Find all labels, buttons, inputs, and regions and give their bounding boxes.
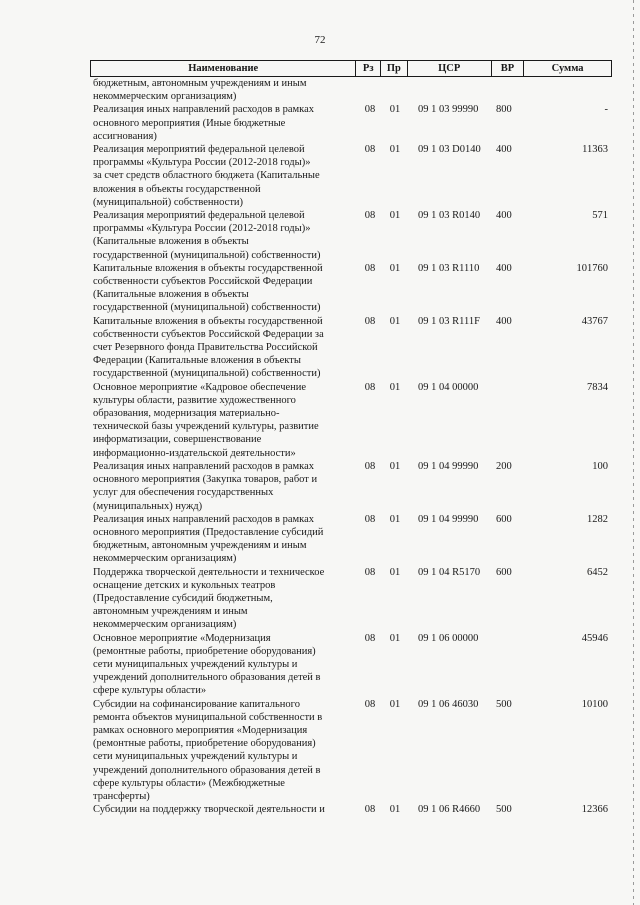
row-rz: 08 bbox=[364, 144, 376, 156]
row-name-line: государственной (муниципальной) собственности) bbox=[93, 368, 321, 380]
row-name-line: некоммерческим организациям) bbox=[93, 91, 237, 103]
table-row bbox=[90, 566, 612, 632]
row-pr: 01 bbox=[389, 513, 401, 525]
row-sum: 100 bbox=[592, 460, 608, 472]
row-sum: 101760 bbox=[576, 262, 608, 274]
table-header bbox=[90, 60, 612, 77]
row-name-line: автономным учреждениям и иным bbox=[93, 606, 248, 618]
row-pr: 01 bbox=[389, 698, 401, 710]
row-name-line: за счет средств областного бюджета (Капитальные bbox=[93, 170, 320, 182]
table-row bbox=[90, 460, 612, 513]
header-pr: Пр bbox=[381, 61, 408, 76]
row-rz: 08 bbox=[364, 210, 376, 222]
budget-table bbox=[90, 60, 612, 816]
row-rz: 08 bbox=[364, 104, 376, 116]
row-name-line: учреждений дополнительного образования детей в bbox=[93, 764, 321, 776]
row-vr: 500 bbox=[496, 698, 512, 710]
row-vr: 200 bbox=[496, 460, 512, 472]
row-name-line: бюджетным, автономным учреждениям и иным bbox=[93, 540, 307, 552]
row-name-line: программы «Культура России (2012-2018 годы)» bbox=[93, 157, 311, 169]
row-vr bbox=[492, 381, 524, 460]
table-row bbox=[90, 632, 612, 698]
row-sum: 6452 bbox=[587, 566, 608, 578]
table-row bbox=[90, 262, 612, 315]
row-sum: 43767 bbox=[581, 315, 608, 327]
row-csr: 09 1 04 99990 bbox=[418, 460, 479, 472]
row-vr: 400 bbox=[496, 210, 512, 222]
row-pr: 01 bbox=[389, 381, 401, 393]
row-name-line: учреждений дополнительного образования детей в bbox=[93, 672, 321, 684]
page-edge-divider bbox=[633, 0, 634, 905]
row-name-line: Реализация иных направлений расходов в рамках bbox=[93, 104, 315, 116]
row-pr bbox=[382, 77, 408, 103]
row-name-line: некоммерческим организациям) bbox=[93, 619, 237, 631]
row-rz: 08 bbox=[364, 262, 376, 274]
row-pr: 01 bbox=[389, 804, 401, 816]
row-csr: 09 1 06 R4660 bbox=[418, 804, 481, 816]
row-name bbox=[90, 566, 358, 632]
table-row bbox=[90, 698, 612, 804]
row-name bbox=[90, 513, 358, 566]
row-name bbox=[90, 803, 358, 816]
row-name-line: культуры области, развитие художественного bbox=[93, 394, 296, 406]
row-name bbox=[90, 103, 358, 143]
row-name bbox=[90, 460, 358, 513]
row-name-line: (муниципальных) нужд) bbox=[93, 500, 203, 512]
row-vr: 400 bbox=[496, 315, 512, 327]
header-csr: ЦСР bbox=[408, 61, 492, 76]
header-vr: ВР bbox=[492, 61, 525, 76]
row-name-line: Субсидии на поддержку творческой деятельности и bbox=[93, 804, 325, 816]
row-name-line: сети муниципальных учреждений культуры и bbox=[93, 658, 298, 670]
row-name-line: ремонта объектов муниципальной собственности в bbox=[93, 711, 323, 723]
row-csr: 09 1 03 D0140 bbox=[418, 144, 481, 156]
row-name-line: (Капитальные вложения в объекты bbox=[93, 236, 249, 248]
row-name bbox=[90, 143, 358, 209]
row-name-line: сфере культуры области» (Межбюджетные bbox=[93, 777, 285, 789]
row-csr bbox=[408, 77, 492, 103]
table-row bbox=[90, 381, 612, 460]
row-sum: 7834 bbox=[587, 381, 608, 393]
row-name-line: программы «Культура России (2012-2018 годы)» bbox=[93, 223, 311, 235]
row-rz: 08 bbox=[364, 566, 376, 578]
row-name-line: технической базы учреждений культуры, развитие bbox=[93, 421, 319, 433]
row-name-line: Основное мероприятие «Кадровое обеспечение bbox=[93, 381, 307, 393]
row-sum: 571 bbox=[592, 210, 608, 222]
row-name-line: образования, модернизация материально- bbox=[93, 408, 280, 420]
row-rz: 08 bbox=[364, 804, 376, 816]
row-csr: 09 1 03 R1110 bbox=[418, 262, 480, 274]
row-csr: 09 1 03 R0140 bbox=[418, 210, 481, 222]
row-name-line: основного мероприятия (Закупка товаров, работ и bbox=[93, 474, 318, 486]
row-name bbox=[90, 315, 358, 381]
row-pr: 01 bbox=[389, 460, 401, 472]
row-pr: 01 bbox=[389, 262, 401, 274]
row-name-line: бюджетным, автономным учреждениям и иным bbox=[93, 78, 307, 89]
row-name-line: рамках основного мероприятия «Модернизация bbox=[93, 724, 308, 736]
row-name-line: (Капитальные вложения в объекты bbox=[93, 289, 249, 301]
row-name-line: (ремонтные работы, приобретение оборудования) bbox=[93, 738, 316, 750]
row-name-line: Капитальные вложения в объекты государственной bbox=[93, 315, 323, 327]
row-rz: 08 bbox=[364, 460, 376, 472]
row-name bbox=[90, 381, 358, 460]
row-rz: 08 bbox=[364, 315, 376, 327]
row-name-line: Поддержка творческой деятельности и техническое bbox=[93, 566, 325, 578]
row-csr: 09 1 06 00000 bbox=[418, 632, 479, 644]
row-name-line: Реализация мероприятий федеральной целевой bbox=[93, 144, 305, 156]
table-row bbox=[90, 77, 612, 103]
row-name bbox=[90, 77, 358, 103]
row-sum: 45946 bbox=[581, 632, 608, 644]
header-sum: Сумма bbox=[551, 63, 584, 74]
row-csr: 09 1 06 46030 bbox=[418, 698, 479, 710]
row-name-line: некоммерческим организациям) bbox=[93, 553, 237, 565]
row-name bbox=[90, 262, 358, 315]
row-csr: 09 1 04 R5170 bbox=[418, 566, 481, 578]
row-sum: - bbox=[604, 104, 608, 116]
row-vr: 400 bbox=[496, 262, 512, 274]
row-sum: 11363 bbox=[582, 144, 608, 156]
row-name bbox=[90, 698, 358, 804]
row-name-line: сети муниципальных учреждений культуры и bbox=[93, 751, 298, 763]
row-name-line: собственности субъектов Российской Федерации bbox=[93, 276, 313, 288]
row-name-line: (муниципальной) собственности) bbox=[93, 196, 244, 208]
row-csr: 09 1 04 99990 bbox=[418, 513, 479, 525]
row-name-line: государственной (муниципальной) собственности) bbox=[93, 302, 321, 314]
row-vr bbox=[492, 632, 524, 698]
row-name-line: Реализация иных направлений расходов в рамках bbox=[93, 460, 315, 472]
row-name-line: основного мероприятия (Иные бюджетные bbox=[93, 117, 286, 129]
row-csr: 09 1 03 99990 bbox=[418, 104, 479, 116]
row-name-line: Реализация мероприятий федеральной целевой bbox=[93, 210, 305, 222]
row-sum: 12366 bbox=[581, 804, 608, 816]
row-pr: 01 bbox=[389, 144, 401, 156]
row-pr: 01 bbox=[389, 104, 401, 116]
row-name-line: ассигнования) bbox=[93, 130, 157, 142]
header-name: Наименование bbox=[91, 61, 356, 76]
row-name-line: (ремонтные работы, приобретение оборудования) bbox=[93, 645, 316, 657]
row-name-line: трансферты) bbox=[93, 790, 150, 802]
row-vr: 400 bbox=[496, 144, 512, 156]
row-pr: 01 bbox=[389, 632, 401, 644]
row-sum: 1282 bbox=[587, 513, 608, 525]
row-vr: 600 bbox=[496, 566, 512, 578]
row-name-line: информатизации, совершенствование bbox=[93, 434, 262, 446]
table-row bbox=[90, 103, 612, 143]
row-rz: 08 bbox=[364, 381, 376, 393]
row-name-line: собственности субъектов Российской Федерации за bbox=[93, 328, 324, 340]
table-row bbox=[90, 143, 612, 209]
table-row bbox=[90, 209, 612, 262]
row-name-line: услуг для обеспечения государственных bbox=[93, 487, 274, 499]
row-name-line: основного мероприятия (Предоставление субсидий bbox=[93, 526, 324, 538]
row-name bbox=[90, 632, 358, 698]
page-number: 72 bbox=[314, 34, 326, 46]
row-vr bbox=[492, 77, 524, 103]
row-name bbox=[90, 209, 358, 262]
row-rz: 08 bbox=[364, 698, 376, 710]
header-rz: Рз bbox=[356, 61, 381, 76]
row-name-line: информационно-издательской деятельности» bbox=[93, 447, 296, 459]
row-name-line: Субсидии на софинансирование капитального bbox=[93, 698, 300, 710]
row-name-line: Реализация иных направлений расходов в рамках bbox=[93, 513, 315, 525]
row-rz: 08 bbox=[364, 632, 376, 644]
row-pr: 01 bbox=[389, 315, 401, 327]
row-vr: 800 bbox=[496, 104, 512, 116]
row-name-line: Федерации (Капитальные вложения в объекты bbox=[93, 355, 301, 367]
row-pr: 01 bbox=[389, 210, 401, 222]
row-sum bbox=[524, 77, 612, 103]
table-row bbox=[90, 803, 612, 816]
row-name-line: государственной (муниципальной) собственности) bbox=[93, 249, 321, 261]
row-name-line: счет Резервного фонда Правительства Российской bbox=[93, 342, 318, 354]
row-csr: 09 1 04 00000 bbox=[418, 381, 479, 393]
row-vr: 500 bbox=[496, 804, 512, 816]
table-body bbox=[90, 77, 612, 816]
row-sum: 10100 bbox=[581, 698, 608, 710]
row-rz bbox=[358, 77, 382, 103]
row-vr: 600 bbox=[496, 513, 512, 525]
row-name-line: Основное мероприятие «Модернизация bbox=[93, 632, 271, 644]
table-row bbox=[90, 513, 612, 566]
row-csr: 09 1 03 R111F bbox=[418, 315, 480, 327]
row-name-line: (Предоставление субсидий бюджетным, bbox=[93, 592, 273, 604]
row-name-line: сфере культуры области» bbox=[93, 685, 207, 697]
table-row bbox=[90, 315, 612, 381]
row-rz: 08 bbox=[364, 513, 376, 525]
row-name-line: Капитальные вложения в объекты государственной bbox=[93, 262, 323, 274]
row-name-line: вложения в объекты государственной bbox=[93, 183, 261, 195]
row-name-line: оснащение детских и кукольных театров bbox=[93, 579, 276, 591]
row-pr: 01 bbox=[389, 566, 401, 578]
